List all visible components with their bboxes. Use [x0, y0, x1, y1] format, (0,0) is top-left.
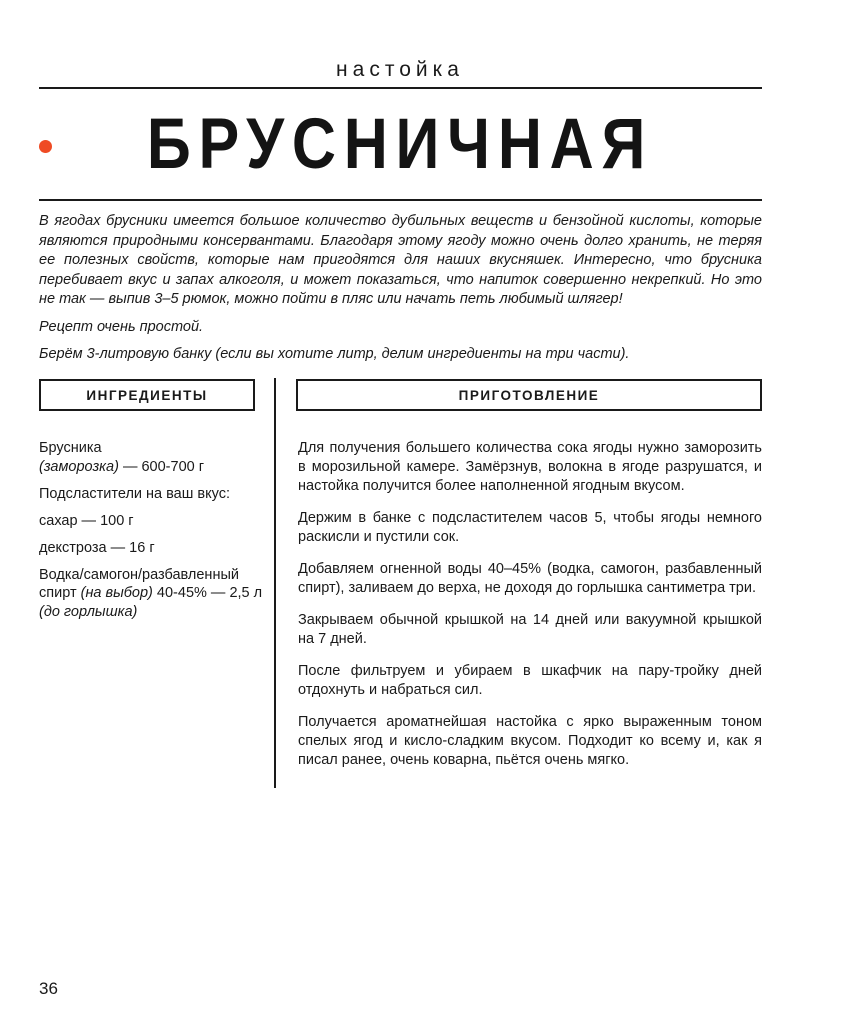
- preparation-step: Держим в банке с подсластителем часов 5, чтобы ягоды немного раскисли и пустили сок.: [298, 510, 762, 545]
- recipe-category: настойка: [336, 58, 464, 81]
- ingredient-item: [39, 566, 267, 622]
- preparation-heading: ПРИГОТОВЛЕНИЕ: [296, 379, 762, 411]
- ingredient-amount: 40-45% — 2,5 л: [152, 585, 263, 601]
- ingredient-note: (до горлышка): [39, 603, 138, 620]
- title-divider: [39, 199, 762, 201]
- ingredient-note: (заморозка): [39, 458, 119, 475]
- page-number: 36: [39, 979, 58, 998]
- ingredient-name: Водка/самогон/разбавленный спирт: [39, 566, 239, 601]
- ingredient-item: [39, 439, 267, 476]
- preparation-step: Получается ароматнейшая настойка с ярко выраженным тоном спелых ягод и кисло-сладким вкусом. Подходит ко всему и, как я писал ранее, очень коварна, пьётся очень мягко.: [298, 714, 762, 768]
- preparation-step: Добавляем огненной воды 40–45% (водка, самогон, разбавленный спирт), заливаем до верха, не доходя до горлышка сантиметра три.: [298, 561, 762, 596]
- top-divider: [39, 87, 762, 89]
- intro-section: [39, 212, 762, 373]
- preparation-step: Для получения большего количества сока ягоды нужно заморозить в морозильной камере. Замёрзнув, волокна в ягоде разрушатся, и настойка получится более наполненной ягодным вкусом.: [298, 440, 762, 494]
- ingredient-amount: — 600-700 г: [118, 458, 205, 475]
- ingredient-item: декстроза — 16 г: [39, 539, 155, 556]
- preparation-step: Закрываем обычной крышкой на 14 дней или вакуумной крышкой на 7 дней.: [298, 612, 762, 647]
- ingredients-list: [39, 439, 267, 630]
- ingredient-item: сахар — 100 г: [39, 512, 134, 529]
- ingredient-name: Брусника: [39, 440, 102, 456]
- intro-paragraph: Берём 3-литровую банку (если вы хотите литр, делим ингредиенты на три части).: [39, 346, 630, 362]
- ingredient-item: Подсластители на ваш вкус:: [39, 485, 230, 502]
- ingredients-heading: ИНГРЕДИЕНТЫ: [39, 379, 255, 411]
- intro-paragraph: В ягодах брусники имеется большое количество дубильных веществ и бензойной кислоты, которые являются природными консервантами. Благодаря этому ягоду можно очень долго хранить, не теряя ее полезных свойств, которые нам пригодятся для наших вкусняшек. Интересно, что брусника перебивает вкус и запах алкоголя, и может показаться, что напиток совершенно некрепкий. Но это не так — выпив 3–5 рюмок, можно пойти в пляс или начать петь любимый шлягер!: [39, 213, 762, 307]
- ingredient-note: (на выбор): [80, 585, 153, 601]
- preparation-step: После фильтруем и убираем в шкафчик на пару-тройку дней отдохнуть и набраться сил.: [298, 663, 762, 698]
- preparation-steps: [298, 439, 762, 783]
- intro-paragraph: Рецепт очень простой.: [39, 318, 204, 335]
- recipe-title: БРУСНИЧНАЯ: [146, 105, 654, 184]
- accent-dot-icon: [39, 140, 52, 153]
- column-divider: [274, 378, 276, 788]
